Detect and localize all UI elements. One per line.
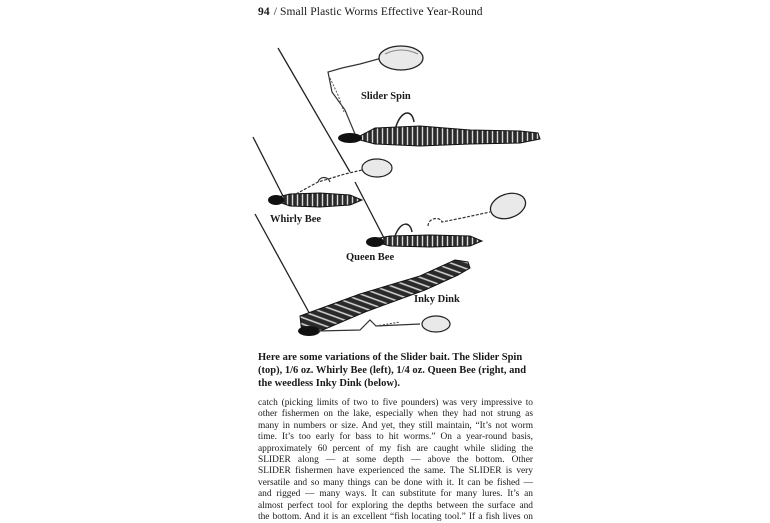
inky-dink-lure bbox=[255, 214, 470, 336]
label-slider-spin: Slider Spin bbox=[361, 91, 411, 102]
body-text bbox=[258, 398, 533, 523]
figure-caption: Here are some variations of the Slider bait. The Slider Spin (top), 1/6 oz. Whirly Bee (left), 1/4 oz. Queen Bee (right, and the weedless Inky Dink (below). bbox=[258, 352, 527, 389]
body-line: almost perfect tool for exploring the depths between the surface and bbox=[258, 500, 533, 511]
queen-bee-lure bbox=[355, 182, 529, 247]
label-inky-dink: Inky Dink bbox=[414, 294, 460, 305]
slider-spin-lure bbox=[278, 46, 540, 172]
body-line: catch (picking limits of two to five pounders) was very impressive to bbox=[258, 398, 533, 408]
whirly-bee-lure bbox=[253, 137, 392, 207]
body-line: and rigged — many ways. It can substitute for many lures. It’s an bbox=[258, 489, 533, 500]
body-line: the bottom. And it is an excellent “fish locating tool.” If a fish lives on bbox=[258, 512, 533, 523]
body-line: time. It’s too early for bass to hit worms.” On a year-round basis, bbox=[258, 432, 533, 443]
body-line: SLIDER fishermen have experienced the same. The SLIDER is very bbox=[258, 466, 533, 477]
body-line: many in numbers or size. And yet, they still maintain, “It’s not worm bbox=[258, 420, 533, 431]
page-number: 94 bbox=[258, 6, 270, 18]
body-line: other fishermen on the lake, especially when they had not strung as bbox=[258, 409, 533, 420]
body-line: versatile and so many things can be done with it. It can be fished — bbox=[258, 477, 533, 488]
label-whirly-bee: Whirly Bee bbox=[270, 214, 322, 225]
running-title: / Small Plastic Worms Effective Year-Round bbox=[273, 6, 483, 18]
body-line: SLIDER along — at some depth — above the bottom. Other bbox=[258, 455, 533, 466]
body-line: approximately 60 percent of my fish are caught while sliding the bbox=[258, 443, 533, 454]
label-queen-bee: Queen Bee bbox=[346, 252, 395, 263]
